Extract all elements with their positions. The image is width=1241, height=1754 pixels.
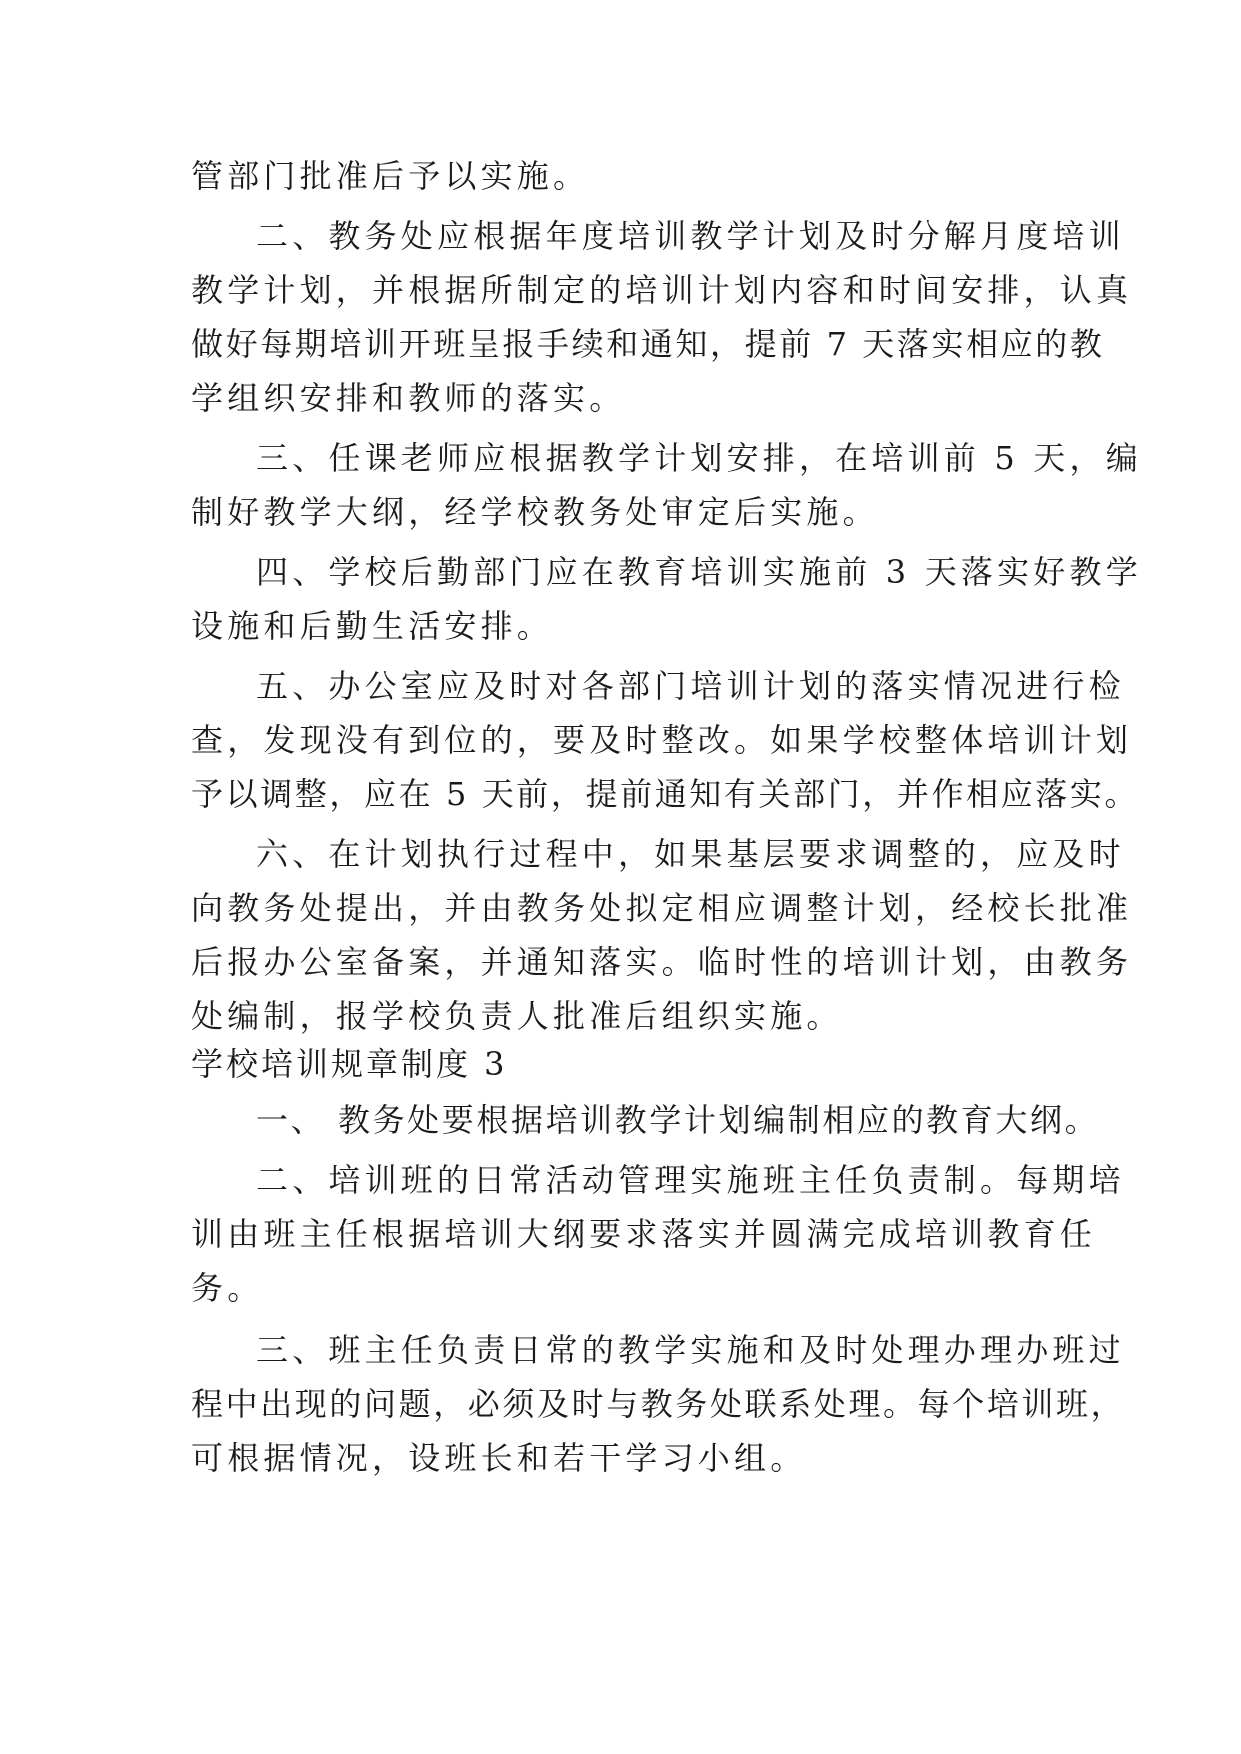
- text-line: 二、培训班的日常活动管理实施班主任负责制。每期培: [256, 1161, 1125, 1199]
- text-line: 二、教务处应根据年度培训教学计划及时分解月度培训: [256, 217, 1125, 255]
- text-line: 设施和后勤生活安排。: [191, 607, 554, 645]
- text-line: 一、 教务处要根据培训教学计划编制相应的教育大纲。: [256, 1101, 1100, 1139]
- text-line: 后报办公室备案，并通知落实。临时性的培训计划，由教务: [191, 943, 1133, 981]
- text-line: 学组织安排和教师的落实。: [191, 379, 626, 417]
- text-line: 五、办公室应及时对各部门培训计划的落实情况进行检: [256, 667, 1125, 705]
- text-line: 查，发现没有到位的，要及时整改。如果学校整体培训计划: [191, 721, 1133, 759]
- text-line: 可根据情况，设班长和若干学习小组。: [191, 1439, 807, 1477]
- text-line: 四、学校后勤部门应在教育培训实施前 3 天落实好教学: [256, 553, 1142, 591]
- text-line: 向教务处提出，并由教务处拟定相应调整计划，经校长批准: [191, 889, 1133, 927]
- text-line: 三、班主任负责日常的教学实施和及时处理办理办班过: [256, 1331, 1125, 1369]
- text-line: 程中出现的问题，必须及时与教务处联系处理。每个培训班，: [191, 1385, 1126, 1423]
- text-line: 务。: [191, 1269, 264, 1307]
- text-line: 三、任课老师应根据教学计划安排，在培训前 5 天，编: [256, 439, 1142, 477]
- section-heading: 学校培训规章制度 3: [191, 1045, 508, 1083]
- text-line: 予以调整，应在 5 天前，提前通知有关部门，并作相应落实。: [191, 775, 1140, 813]
- text-line: 六、在计划执行过程中，如果基层要求调整的，应及时: [256, 835, 1125, 873]
- text-line: 制好教学大纲，经学校教务处审定后实施。: [191, 493, 879, 531]
- text-line: 管部门批准后予以实施。: [191, 157, 590, 195]
- text-line: 训由班主任根据培训大纲要求落实并圆满完成培训教育任: [191, 1215, 1097, 1253]
- text-line: 教学计划，并根据所制定的培训计划内容和时间安排，认真: [191, 271, 1133, 309]
- text-line: 做好每期培训开班呈报手续和通知，提前 7 天落实相应的教: [191, 325, 1105, 363]
- text-line: 处编制，报学校负责人批准后组织实施。: [191, 997, 843, 1035]
